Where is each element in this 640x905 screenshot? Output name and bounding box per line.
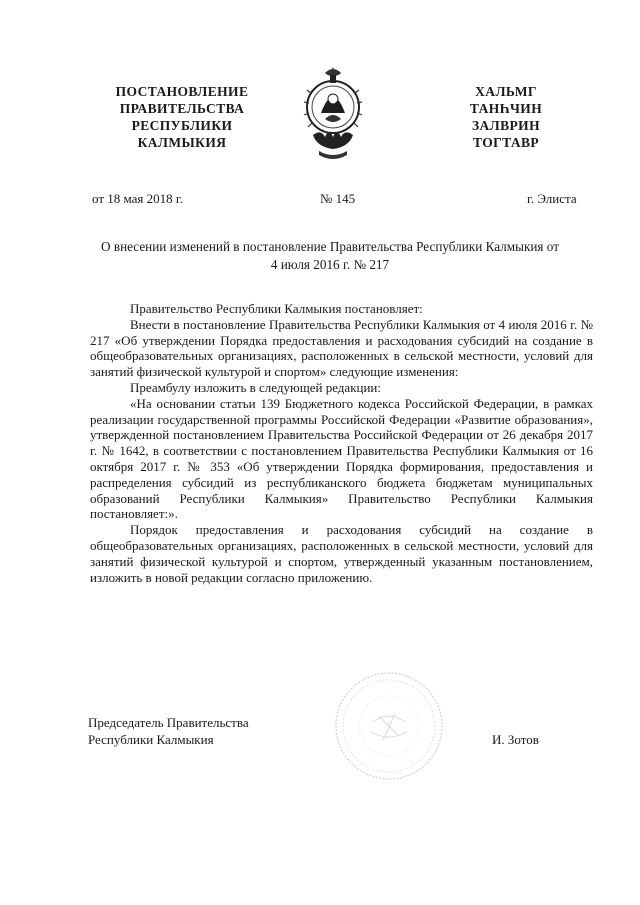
official-seal-stamp <box>333 670 445 782</box>
paragraph: Порядок предоставления и расходования субсидий на создание в общеобразовательных организациях, расположенных в сельской местности, условий для занятий физической культурой и спортом, утвержденный указанным постановлением, изложить в новой редакции согласно приложению. <box>90 522 593 585</box>
signatory-position <box>88 714 249 748</box>
header-right-line: ТОГТАВР <box>472 135 540 150</box>
header-kalmyk <box>446 83 566 151</box>
position-line: Республики Калмыкия <box>88 732 214 747</box>
position-line: Председатель Правительства <box>88 715 249 730</box>
signatory-name: И. Зотов <box>492 732 539 747</box>
header-left-line: ПРАВИТЕЛЬСТВА <box>119 101 245 116</box>
header-left-line: ПОСТАНОВЛЕНИЕ <box>115 84 249 99</box>
paragraph: «На основании статьи 139 Бюджетного кодекса Российской Федерации, в рамках реализации государственной программы Российской Федерации «Развитие образования», утвержденной постановлением Правительства Российской Федерации от 26 декабря 2017 г. № 1642, в соответствии с постановлением Правительства Республики Калмыкия от 16 октября 2017 г. № 353 «Об утверждении Порядка формирования, предоставления и распределения субсидий из республиканского бюджета бюджетам муниципальных образований Республики Калмыкия» Правительство Республики Калмыкия постановляет:». <box>90 395 593 522</box>
paragraph: Внести в постановление Правительства Республики Калмыкия от 4 июля 2016 г. № 217 «Об утверждении Порядка предоставления и расходования субсидий на создание в общеобразовательных организациях, расположенных в сельской местности, условий для занятий физической культурой и спортом» следующие изменения: <box>90 316 593 380</box>
document-number: № 145 <box>320 191 356 206</box>
header-russian <box>88 83 276 151</box>
header-left-line: РЕСПУБЛИКИ <box>131 118 233 133</box>
header-right-line: ХАЛЬМГ <box>475 84 537 99</box>
document-date: от 18 мая 2018 г. <box>92 191 184 206</box>
header-right-line: ЗАЛВРИН <box>472 118 540 133</box>
paragraph: Преамбулу изложить в следующей редакции: <box>130 379 381 395</box>
document-body <box>90 301 593 585</box>
coat-of-arms-emblem <box>303 63 363 167</box>
header-right-line: ТАНҺЧИН <box>469 101 543 116</box>
document-title: О внесении изменений в постановление Правительства Республики Калмыкия от 4 июля 2016 г. № 217 <box>101 239 559 272</box>
paragraph: Правительство Республики Калмыкия постановляет: <box>130 301 423 316</box>
header-left-line: КАЛМЫКИЯ <box>137 135 227 150</box>
document-city: г. Элиста <box>527 191 577 206</box>
